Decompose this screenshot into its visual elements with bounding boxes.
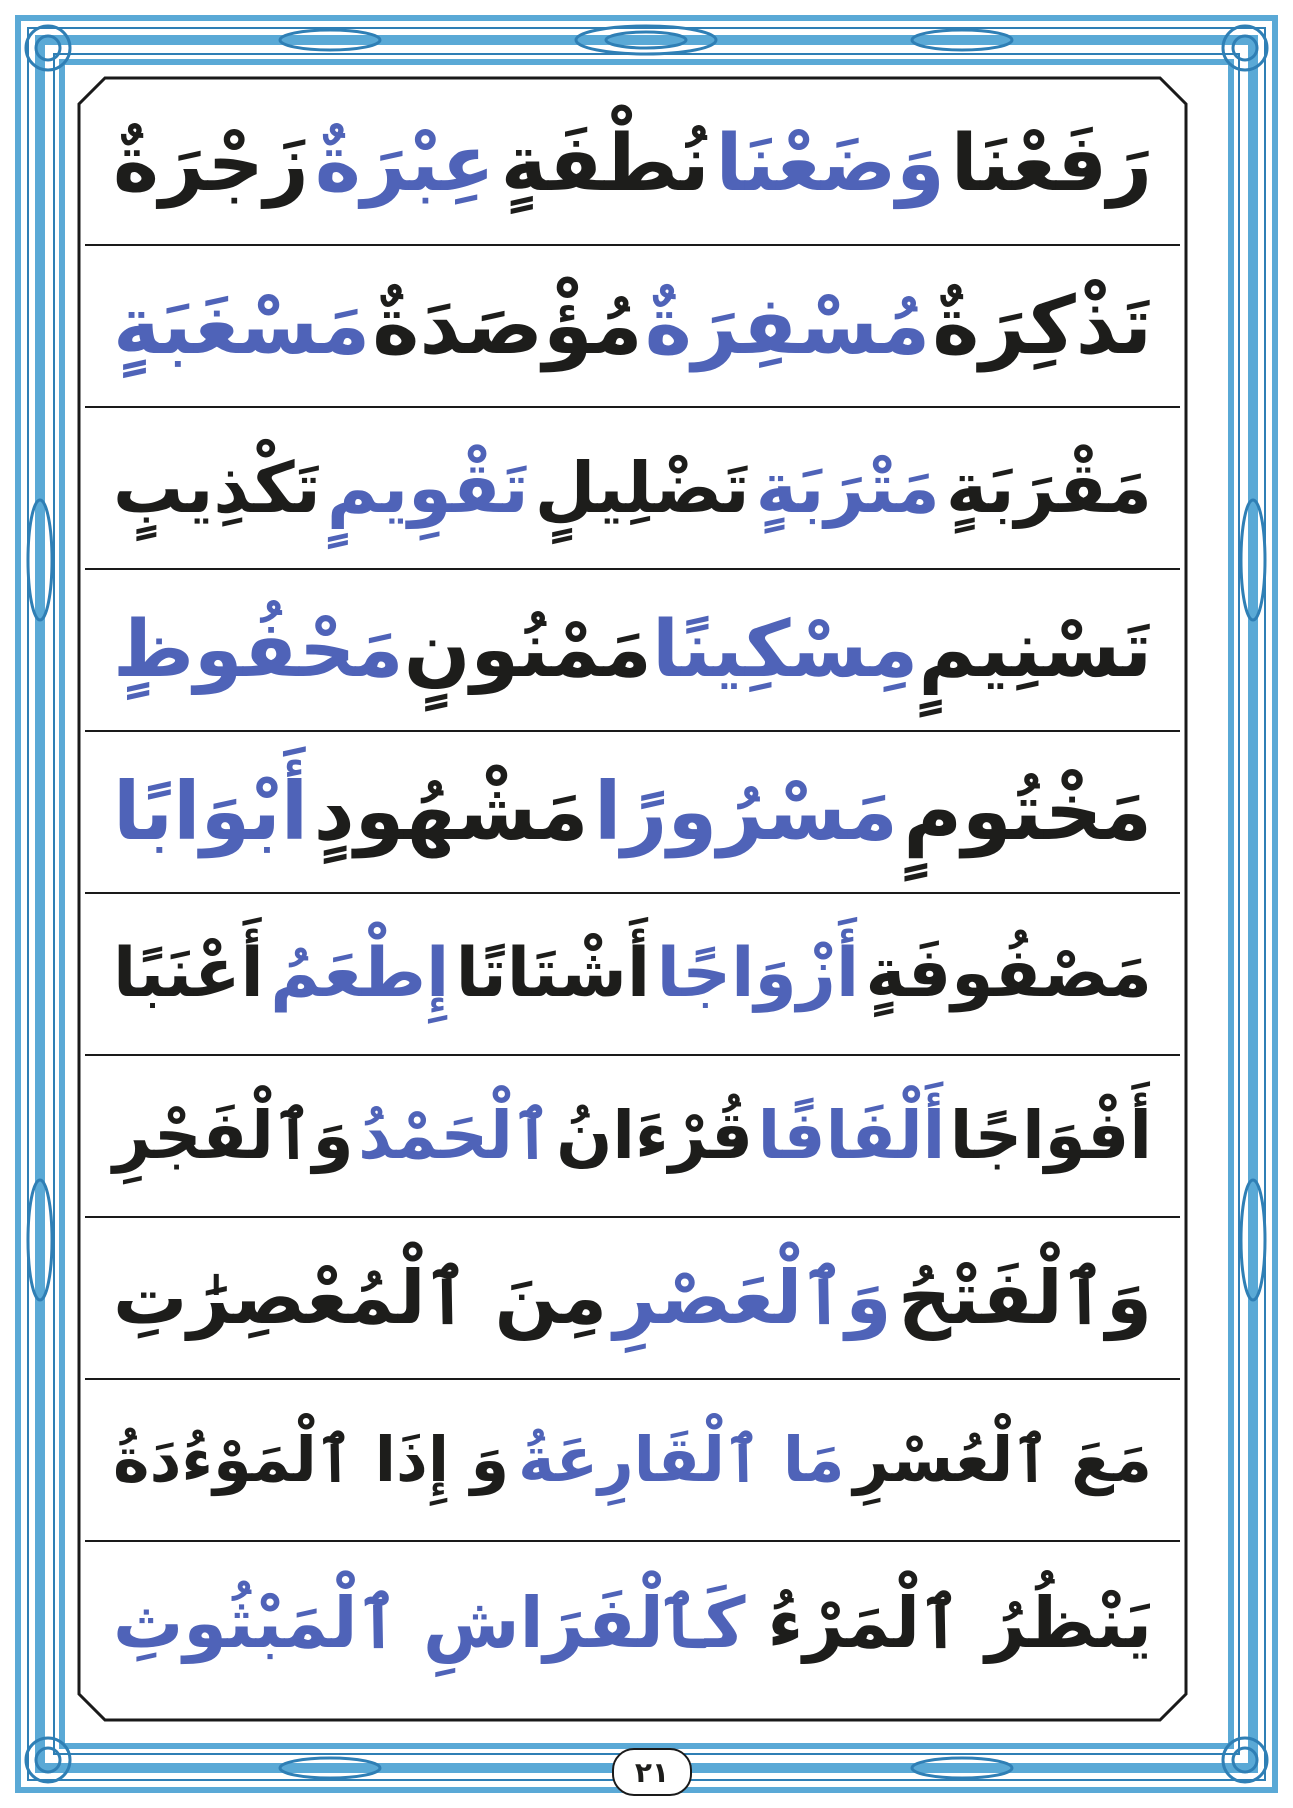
arabic-word: تَضْلِيلٍ xyxy=(534,447,750,529)
arabic-word: وَ إِذَا ٱلْمَوْءُدَةُ xyxy=(113,1423,510,1496)
arabic-word: وَٱلْفَتْحُ xyxy=(898,1255,1152,1341)
arabic-word: مَعَ ٱلْعُسْرِ xyxy=(853,1423,1152,1496)
arabic-word: مَصْفُوفَةٍ xyxy=(865,934,1152,1013)
arabic-word: أَشْتَاتًا xyxy=(455,934,651,1013)
arabic-word: قُرْءَانُ xyxy=(556,1097,754,1174)
arabic-word: مَسْرُورًا xyxy=(594,765,898,858)
arabic-word: مَخْتُومٍ xyxy=(903,765,1152,858)
arabic-word: مَا ٱلْقَارِعَةُ xyxy=(518,1423,845,1496)
word-row xyxy=(85,1542,1180,1704)
arabic-word: وَٱلْعَصْرِ xyxy=(613,1255,892,1341)
arabic-word: وَضَعْنَا xyxy=(715,119,945,209)
arabic-word: زَجْرَةٌ xyxy=(113,119,309,209)
arabic-word: عِبْرَةٌ xyxy=(314,119,495,209)
arabic-word: مَتْرَبَةٍ xyxy=(755,447,940,529)
arabic-word: مَحْفُوظٍ xyxy=(113,605,404,695)
word-row xyxy=(85,570,1180,732)
word-row xyxy=(85,84,1180,246)
arabic-word: أَبْوَابًا xyxy=(113,765,309,858)
arabic-word: أَلْفَافًا xyxy=(757,1097,946,1174)
arabic-word: يَنْظُرُ ٱلْمَرْءُ xyxy=(767,1582,1152,1664)
arabic-word: إِطْعَمُ xyxy=(270,934,450,1013)
arabic-word: كَٱلْفَرَاشِ ٱلْمَبْثُوثِ xyxy=(113,1582,746,1664)
arabic-word: مَقْرَبَةٍ xyxy=(945,447,1152,529)
arabic-word: وَٱلْفَجْرِ xyxy=(113,1097,354,1174)
arabic-word: نُطْفَةٍ xyxy=(500,119,710,209)
word-row xyxy=(85,894,1180,1056)
word-row xyxy=(85,1380,1180,1542)
arabic-word: تَقْوِيمٍ xyxy=(326,447,529,529)
word-row xyxy=(85,408,1180,570)
arabic-word: أَزْوَاجًا xyxy=(656,934,860,1013)
arabic-word: أَعْنَبًا xyxy=(113,934,264,1013)
word-row xyxy=(85,732,1180,894)
arabic-word: أَفْوَاجًا xyxy=(949,1097,1152,1174)
arabic-word: تَكْذِيبٍ xyxy=(113,447,321,529)
arabic-word: مَمْنُونٍ xyxy=(403,605,652,695)
word-row xyxy=(85,1056,1180,1218)
arabic-word: مِنَ ٱلْمُعْصِرَٰتِ xyxy=(113,1255,608,1341)
arabic-word: ٱلْحَمْدُ xyxy=(358,1097,552,1174)
arabic-word: مُؤْصَدَةٌ xyxy=(372,279,643,372)
word-row xyxy=(85,246,1180,408)
arabic-word: مَسْغَبَةٍ xyxy=(113,279,371,372)
arabic-word: مَشْهُودٍ xyxy=(313,765,589,858)
word-row xyxy=(85,1218,1180,1380)
arabic-word: تَسْنِيمٍ xyxy=(918,605,1152,695)
word-list-panel xyxy=(85,84,1180,1704)
page-number: ٢١ xyxy=(612,1748,692,1796)
arabic-word: رَفَعْنَا xyxy=(950,119,1152,209)
arabic-word: مُسْفِرَةٌ xyxy=(644,279,931,372)
arabic-word: تَذْكِرَةٌ xyxy=(932,279,1152,372)
arabic-word: مِسْكِينًا xyxy=(652,605,919,695)
